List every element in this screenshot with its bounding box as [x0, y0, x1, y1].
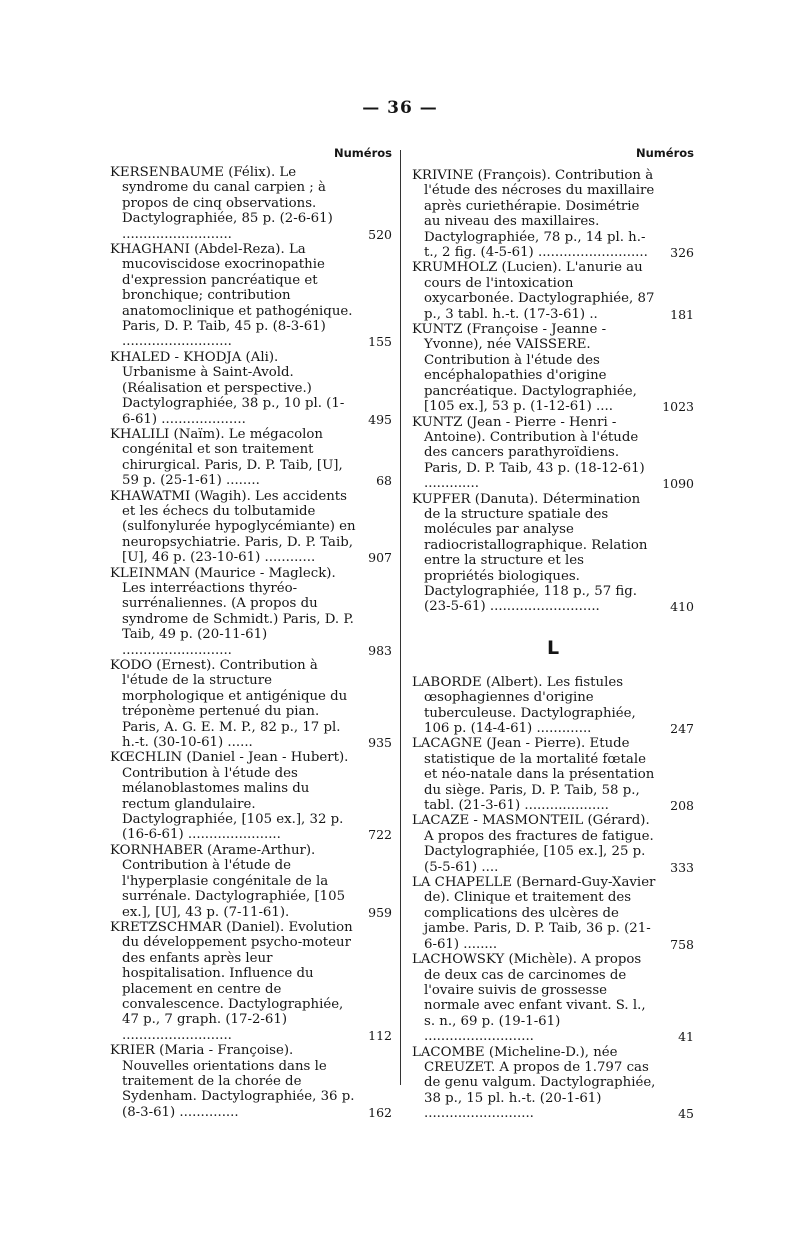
- column-header-numeros: Numéros: [333, 146, 392, 160]
- page-number: — 36 —: [362, 98, 438, 118]
- column-header-numeros: Numéros: [635, 146, 694, 160]
- entry-number: 758: [670, 936, 694, 952]
- bibliography-entry: [110, 350, 392, 427]
- column-divider: [400, 150, 401, 1085]
- entry-number: 520: [368, 226, 392, 242]
- entry-number: 326: [670, 245, 694, 261]
- entry-number: 907: [368, 550, 392, 566]
- entry-number: 1090: [662, 476, 694, 492]
- right-column: [412, 146, 694, 1122]
- entry-number: 495: [368, 411, 392, 427]
- bibliography-entry: [412, 675, 694, 737]
- entry-number: 1023: [662, 399, 694, 415]
- entry-text: KRUMHOLZ (Lucien). L'anurie au cours de l'intoxication oxycarbonée. Dactylographiée, 87 p., 3 tabl. h.-t. (17-3-61) ..: [412, 260, 655, 322]
- entry-text: KHAGHANI (Abdel-Reza). La mucoviscidose exocrinopathie d'expression pancréatique et bronchique; contribution anatomoclinique et pathogénique. Paris, D. P. Taib, 45 p. (8-3-61) ..........................: [110, 242, 353, 350]
- bibliography-entry: [110, 242, 392, 350]
- entry-text: KRIVINE (François). Contribution à l'étude des nécroses du maxillaire après curiethérapie. Dosimétrie au niveau des maxillaires. Dactylographiée, 78 p., 14 pl. h.-t., 2 fig. (4-5-61) ..........................: [412, 168, 655, 261]
- entry-number: 935: [368, 735, 392, 751]
- entry-number: 333: [670, 859, 694, 875]
- entry-number: 41: [678, 1029, 694, 1045]
- bibliography-entry: [110, 489, 392, 566]
- entry-text: LACOMBE (Micheline-D.), née CREUZET. A propos de 1.797 cas de genu valgum. Dactylographiée, 38 p., 15 pl. h.-t. (20-1-61) ..........................: [412, 1044, 656, 1122]
- entry-number: 959: [368, 904, 392, 920]
- bibliography-entry: [110, 920, 392, 1043]
- bibliography-entry: [412, 813, 694, 875]
- entry-text: KERSENBAUME (Félix). Le syndrome du canal carpien ; à propos de cinq observations. Dactylographiée, 85 p. (2-6-61) ..........................: [110, 165, 333, 242]
- entry-number: 112: [368, 1027, 392, 1043]
- bibliography-entry: [110, 750, 392, 842]
- bibliography-entry: [110, 165, 392, 242]
- entry-text: LACHOWSKY (Michèle). A propos de deux cas de carcinomes de l'ovaire suivis de grossesse normale avec enfant vivant. S. l., s. n., 69 p. (19-1-61) ..........................: [412, 952, 646, 1045]
- entry-number: 208: [670, 798, 694, 814]
- entry-number: 68: [376, 473, 392, 489]
- section-letter: L: [546, 636, 560, 659]
- entry-number: 162: [368, 1104, 392, 1120]
- entry-text: KUPFER (Danuta). Détermination de la structure spatiale des molécules par analyse radiocristallographique. Relation entre la structure et les propriétés biologiques. Dactylographiée, 118 p., 57 fig. (23-5-61) ..........................: [412, 491, 648, 615]
- entry-number: 181: [670, 306, 694, 322]
- entry-number: 410: [670, 599, 694, 615]
- entry-text: KORNHABER (Arame-Arthur). Contribution à l'étude de l'hyperplasie congénitale de la surrénale. Dactylographiée, [105 ex.], [U], 43 p. (7-11-61).: [110, 842, 346, 920]
- entry-number: 247: [670, 721, 694, 736]
- entry-text: LA CHAPELLE (Bernard-Guy-Xavier de). Clinique et traitement des complications des ulcères de jambe. Paris, D. P. Taib, 36 p. (21-6-61) ........: [412, 875, 656, 952]
- bibliography-entry: [110, 427, 392, 489]
- left-entries: [110, 165, 392, 1120]
- bibliography-entry: [412, 875, 694, 952]
- entry-text: KUNTZ (Jean - Pierre - Henri - Antoine). Contribution à l'étude des cancers parathyroïdiens. Paris, D. P. Taib, 43 p. (18-12-61) .............: [412, 414, 645, 492]
- bibliography-entry: [412, 1045, 694, 1122]
- entry-text: KRIER (Maria - Françoise). Nouvelles orientations dans le traitement de la chorée de Sydenham. Dactylographiée, 36 p. (8-3-61) ..............: [110, 1043, 355, 1120]
- entry-number: 155: [368, 334, 392, 350]
- bibliography-entry: [412, 492, 694, 615]
- entry-number: 722: [368, 827, 392, 843]
- bibliography-entry: [412, 415, 694, 492]
- right-entries-l: [412, 675, 694, 1122]
- entry-text: KLEINMAN (Maurice - Magleck). Les interréactions thyréo-surrénaliennes. (A propos du syndrome de Schmidt.) Paris, D. P. Taib, 49 p. (20-11-61) ..........................: [110, 565, 354, 658]
- bibliography-entry: [412, 260, 694, 322]
- entry-text: KHALILI (Naïm). Le mégacolon congénital et son traitement chirurgical. Paris, D. P. Taib, [U], 59 p. (25-1-61) ........: [110, 426, 343, 489]
- left-column: [110, 146, 392, 1120]
- bibliography-entry: [412, 322, 694, 414]
- entry-text: LABORDE (Albert). Les fistules œsophagiennes d'origine tuberculeuse. Dactylographiée, 106 p. (14-4-61) .............: [412, 674, 636, 736]
- entry-text: KŒCHLIN (Daniel - Jean - Hubert). Contribution à l'étude des mélanoblastomes malins du rectum glandulaire. Dactylographiée, [105 ex.], 32 p. (16-6-61) ......................: [110, 750, 349, 843]
- entry-text: KHALED - KHODJA (Ali). Urbanisme à Saint-Avold. (Réalisation et perspective.) Dactylographiée, 38 p., 10 pl. (1-6-61) ....................: [110, 349, 345, 427]
- bibliography-entry: [412, 736, 694, 813]
- entry-text: KODO (Ernest). Contribution à l'étude de la structure morphologique et antigénique du tréponème pertenué du pian. Paris, A. G. E. M. P., 82 p., 17 pl. h.-t. (30-10-61) ......: [110, 658, 348, 751]
- entry-number: 45: [678, 1106, 694, 1122]
- entry-text: LACAGNE (Jean - Pierre). Etude statistique de la mortalité fœtale et néo-natale dans la présentation du siège. Paris, D. P. Taib, 58 p., tabl. (21-3-61) ....................: [412, 736, 655, 814]
- bibliography-entry: [412, 952, 694, 1044]
- bibliography-entry: [110, 843, 392, 920]
- bibliography-entry: [412, 168, 694, 260]
- entry-text: LACAZE - MASMONTEIL (Gérard). A propos des fractures de fatigue. Dactylographiée, [105 ex.], 25 p. (5-5-61) ....: [412, 813, 654, 875]
- bibliography-entry: [110, 658, 392, 750]
- entry-text: KUNTZ (Françoise - Jeanne - Yvonne), née VAISSERE. Contribution à l'étude des encéphalopathies d'origine pancréatique. Dactylographiée, [105 ex.], 53 p. (1-12-61) ....: [412, 322, 637, 415]
- right-entries-k: [412, 168, 694, 615]
- bibliography-entry: [110, 1043, 392, 1120]
- bibliography-entry: [110, 566, 392, 658]
- entry-number: 983: [368, 642, 392, 658]
- entry-text: KHAWATMI (Wagih). Les accidents et les échecs du tolbutamide (sulfonylurée hypoglycémiante) en neuropsychiatrie. Paris, D. P. Taib, [U], 46 p. (23-10-61) ............: [110, 488, 356, 566]
- entry-text: KRETZSCHMAR (Daniel). Evolution du développement psycho-moteur des enfants après leur hospitalisation. Influence du placement en centre de convalescence. Dactylographiée, 47 p., 7 graph. (17-2-61) ..........................: [110, 919, 353, 1043]
